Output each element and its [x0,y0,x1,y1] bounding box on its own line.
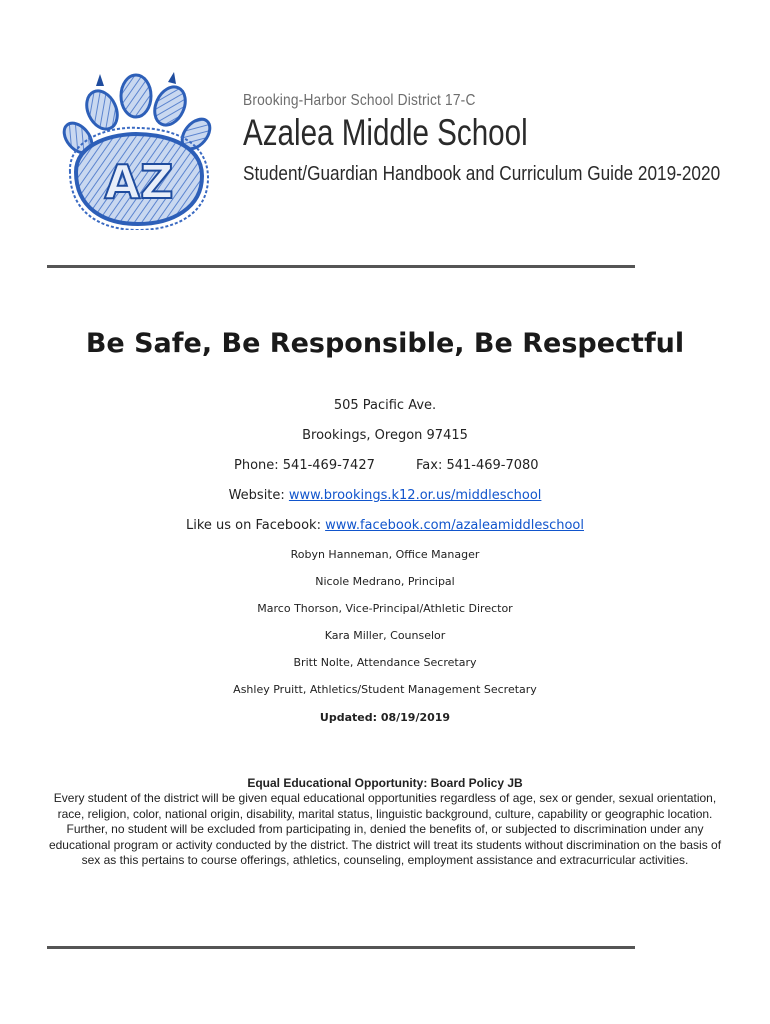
updated-date: Updated: 08/19/2019 [319,711,451,724]
facebook-line [0,518,770,533]
school-name: Azalea Middle School [243,112,528,153]
staff-principal: Nicole Medrano, Principal [315,575,455,588]
logo-text: AZ [104,155,174,209]
fax-number: Fax: 541-469-7080 [416,458,539,473]
facebook-link[interactable]: www.facebook.com/azaleamiddleschool [325,518,584,533]
address-line: 505 Pacific Ave. [333,398,437,413]
staff-office-manager: Robyn Hanneman, Office Manager [290,548,480,561]
website-line [0,488,770,503]
school-logo [56,72,218,230]
website-label: Website: [228,488,289,503]
motto-heading: Be Safe, Be Responsible, Be Respectful [85,328,685,359]
staff-athletics-secretary: Ashley Pruitt, Athletics/Student Management Secretary [233,683,537,696]
policy-body: Every student of the district will be given equal educational opportunities regardless of age, sex or gender, sexual orientation, race, religion, color, national origin, disability, marital status, linguistic background, culture, capability or geographic location. Further, no student will be excluded from participating in, denied the benefits of, or subjected to discrimination under any educational program or activity conducted by the district. The district will treat its students without discrimination on the basis of sex as this pertains to course offerings, athletics, counseling, employment assistance and extracurricular activities. [48,791,722,868]
district-name: Brooking-Harbor School District 17-C [243,92,476,109]
phone-number: Phone: 541-469-7427 [234,458,375,473]
staff-counselor: Kara Miller, Counselor [324,629,446,642]
facebook-label: Like us on Facebook: [185,518,326,533]
bottom-divider [47,946,635,949]
city-line: Brookings, Oregon 97415 [302,428,468,443]
top-divider [47,265,635,268]
staff-vice-principal: Marco Thorson, Vice-Principal/Athletic Director [257,602,513,615]
bear-paw-logo-icon [56,72,218,230]
staff-attendance-secretary: Britt Nolte, Attendance Secretary [293,656,477,669]
policy-title: Equal Educational Opportunity: Board Policy JB [247,776,523,790]
handbook-title: Student/Guardian Handbook and Curriculum Guide 2019-2020 [243,163,721,185]
website-link[interactable]: www.brookings.k12.or.us/middleschool [288,488,542,503]
